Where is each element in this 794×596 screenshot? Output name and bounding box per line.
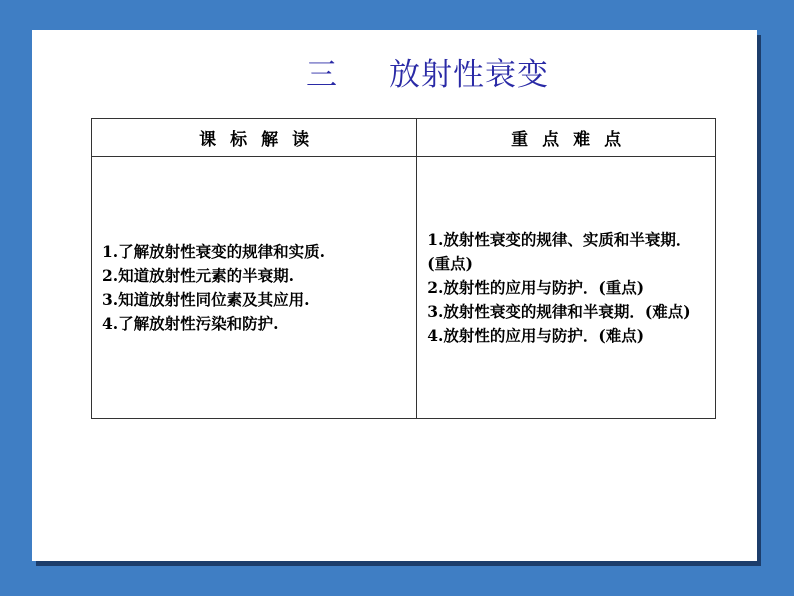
list-item: 3.知道放射性同位素及其应用. [102, 289, 310, 309]
section-number: 三 [306, 57, 337, 93]
section-title: 放射性衰变 [389, 57, 549, 93]
list-item: 1.放射性衰变的规律、实质和半衰期．(重点) [427, 229, 692, 273]
list-item: 4.放射性的应用与防护．(难点) [427, 325, 645, 345]
list-item: 1.了解放射性衰变的规律和实质. [102, 241, 326, 261]
key-points-cell [417, 157, 716, 419]
header-curriculum: 课标解读 [92, 119, 417, 157]
table-row [92, 157, 716, 419]
list-item: 2.放射性的应用与防护．(重点) [427, 277, 645, 297]
header-key-points: 重点难点 [417, 119, 716, 157]
list-item: 4.了解放射性污染和防护. [102, 313, 279, 333]
table-header-row [92, 119, 716, 157]
goals-table [91, 118, 716, 419]
slide-title [0, 50, 794, 100]
list-item: 3.放射性衰变的规律和半衰期．(难点) [427, 301, 691, 321]
curriculum-cell [92, 157, 417, 419]
list-item: 2.知道放射性元素的半衰期. [102, 265, 295, 285]
